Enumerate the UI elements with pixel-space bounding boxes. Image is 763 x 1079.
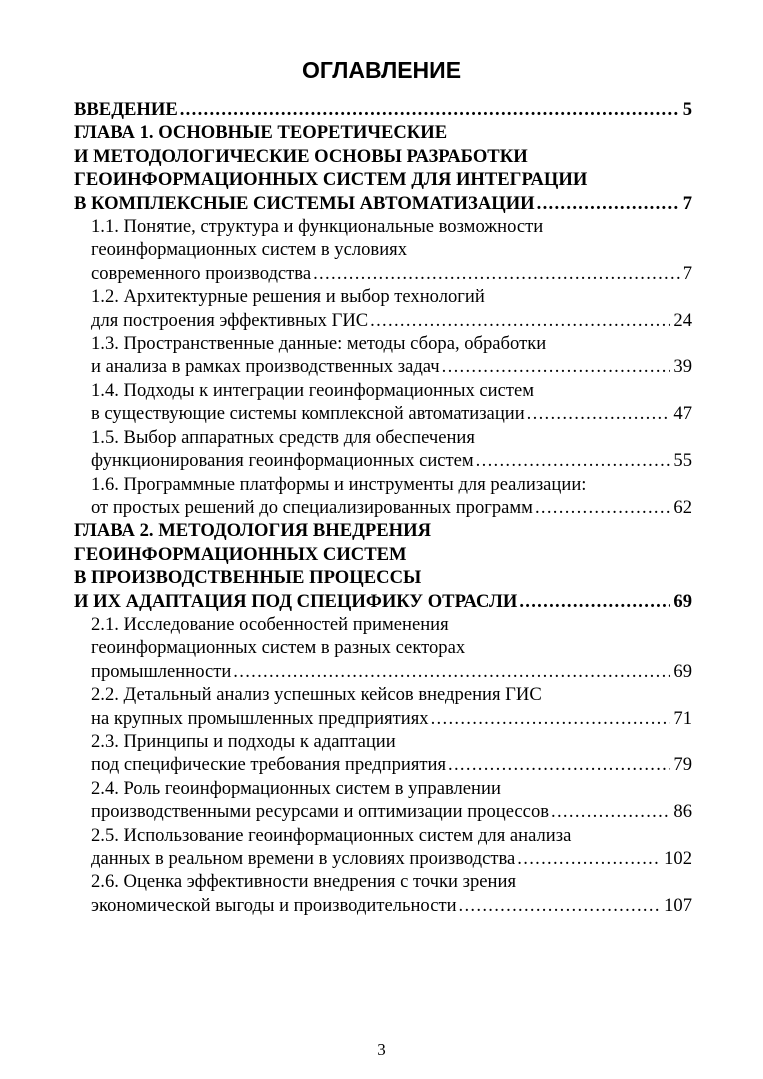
toc-entry-line: ГЕОИНФОРМАЦИОННЫХ СИСТЕМ	[74, 543, 407, 565]
toc-entry-section-1-1[interactable]	[74, 215, 692, 285]
dot-leader	[527, 402, 671, 425]
toc-entry-line	[91, 894, 692, 917]
dot-leader	[180, 98, 680, 121]
toc-entry-section-2-2[interactable]	[74, 683, 692, 730]
toc-entry-line	[91, 753, 692, 776]
toc-page-number: 47	[673, 403, 692, 425]
toc-entry-line	[91, 707, 692, 730]
toc-entry-line: 2.4. Роль геоинформационных систем в управлении	[91, 777, 501, 799]
toc-entry-section-1-3[interactable]	[74, 332, 692, 379]
dot-leader	[442, 355, 671, 378]
toc-page-number: 55	[673, 450, 692, 472]
dot-leader	[448, 753, 670, 776]
dot-leader	[551, 800, 670, 823]
toc-entry-section-1-5[interactable]	[74, 426, 692, 473]
toc-page-number: 5	[682, 99, 692, 120]
toc-entry-line	[91, 355, 692, 378]
toc-page-number: 7	[682, 192, 692, 214]
toc-page-number: 69	[673, 660, 692, 682]
toc-entry-title: от простых решений до специализированных программ	[91, 496, 533, 518]
toc-entry-section-2-4[interactable]	[74, 777, 692, 824]
toc-entry-section-2-1[interactable]	[74, 613, 692, 683]
dot-leader	[431, 707, 671, 730]
dot-leader	[537, 192, 680, 215]
toc-entry-line: 2.5. Использование геоинформационных систем для анализа	[91, 824, 572, 846]
toc-entry-line	[91, 800, 692, 823]
toc-entry-section-2-3[interactable]	[74, 730, 692, 777]
page-title: ОГЛАВЛЕНИЕ	[301, 57, 462, 83]
dot-leader	[370, 309, 670, 332]
toc-entry-line	[91, 402, 692, 425]
toc-entry-line	[91, 309, 692, 332]
toc-entry-title: под специфические требования предприятия	[91, 754, 447, 776]
toc-entry-line	[74, 192, 692, 215]
toc-entry-line: 1.1. Понятие, структура и функциональные возможности	[91, 216, 544, 238]
toc-entry-line: 2.3. Принципы и подходы к адаптации	[91, 730, 396, 752]
toc-entry-chapter-1[interactable]	[74, 121, 692, 215]
dot-leader	[313, 262, 680, 285]
toc-entry-title: И ИХ АДАПТАЦИЯ ПОД СПЕЦИФИКУ ОТРАСЛИ	[74, 590, 518, 612]
dot-leader	[233, 660, 670, 683]
toc-entry-line: 2.6. Оценка эффективности внедрения с точки зрения	[91, 871, 516, 893]
toc-entry-line	[91, 660, 692, 683]
table-of-contents	[74, 98, 692, 917]
toc-entry-line	[91, 449, 692, 472]
toc-page-number: 71	[673, 707, 692, 729]
toc-entry-line: геоинформационных систем в разных секторах	[91, 637, 466, 659]
dot-leader	[459, 894, 662, 917]
toc-entry-section-1-2[interactable]	[74, 285, 692, 332]
toc-entry-line	[91, 262, 692, 285]
toc-entry-title: данных в реальном времени в условиях производства	[91, 848, 516, 869]
toc-entry-line: 2.2. Детальный анализ успешных кейсов внедрения ГИС	[91, 684, 542, 706]
toc-page-number: 24	[673, 309, 692, 331]
footer-page-number: 3	[377, 1040, 386, 1059]
toc-entry-line: ГЛАВА 2. МЕТОДОЛОГИЯ ВНЕДРЕНИЯ	[74, 520, 432, 542]
dot-leader	[519, 590, 670, 613]
toc-entry-section-2-6[interactable]	[74, 870, 692, 917]
toc-entry-line: 2.1. Исследование особенностей применения	[91, 613, 449, 635]
toc-page-number: 39	[673, 356, 692, 378]
toc-entry-line: 1.6. Программные платформы и инструменты для реализации:	[91, 473, 587, 495]
toc-entry-title: производственными ресурсами и оптимизации процессов	[91, 801, 550, 823]
toc-entry-line: И МЕТОДОЛОГИЧЕСКИЕ ОСНОВЫ РАЗРАБОТКИ	[74, 145, 528, 167]
toc-entry-line: геоинформационных систем в условиях	[91, 239, 408, 261]
dot-leader	[517, 847, 661, 870]
toc-entry-title: для построения эффективных ГИС	[91, 309, 369, 331]
toc-page-number: 107	[664, 894, 692, 916]
toc-page-number: 69	[673, 590, 692, 612]
toc-entry-line	[91, 496, 692, 519]
toc-page-number: 102	[664, 848, 692, 869]
toc-page-number: 86	[673, 801, 692, 823]
toc-entry-line: 1.2. Архитектурные решения и выбор технологий	[91, 286, 485, 308]
toc-entry-title: ВВЕДЕНИЕ	[74, 99, 178, 120]
toc-entry-line: 1.4. Подходы к интеграции геоинформационных систем	[91, 379, 534, 401]
toc-entry-section-2-5[interactable]	[74, 824, 692, 871]
toc-entry-introduction[interactable]	[74, 98, 692, 121]
toc-entry-chapter-2[interactable]	[74, 519, 692, 613]
toc-entry-title: современного производства	[91, 262, 312, 284]
toc-entry-line	[91, 847, 692, 870]
toc-entry-title: и анализа в рамках производственных задач	[91, 356, 440, 378]
toc-entry-title: функционирования геоинформационных систем	[91, 450, 474, 472]
toc-entry-line: 1.3. Пространственные данные: методы сбора, обработки	[91, 333, 547, 355]
toc-entry-line: ГЛАВА 1. ОСНОВНЫЕ ТЕОРЕТИЧЕСКИЕ	[74, 122, 448, 144]
toc-entry-title: на крупных промышленных предприятиях	[91, 707, 429, 729]
toc-entry-title: промышленности	[91, 660, 232, 682]
dot-leader	[535, 496, 670, 519]
toc-entry-title: В КОМПЛЕКСНЫЕ СИСТЕМЫ АВТОМАТИЗАЦИИ	[74, 192, 535, 214]
toc-entry-line	[74, 98, 692, 121]
toc-page-number: 62	[673, 496, 692, 518]
toc-entry-section-1-6[interactable]	[74, 473, 692, 520]
toc-entry-title: в существующие системы комплексной автоматизации	[91, 403, 525, 425]
toc-entry-line: ГЕОИНФОРМАЦИОННЫХ СИСТЕМ ДЛЯ ИНТЕГРАЦИИ	[74, 169, 588, 191]
toc-page-number: 7	[682, 262, 692, 284]
toc-entry-title: экономической выгоды и производительности	[91, 894, 457, 916]
dot-leader	[476, 449, 671, 472]
toc-entry-line: В ПРОИЗВОДСТВЕННЫЕ ПРОЦЕССЫ	[74, 567, 422, 589]
toc-page-number: 79	[673, 754, 692, 776]
toc-entry-section-1-4[interactable]	[74, 379, 692, 426]
toc-entry-line	[74, 590, 692, 613]
toc-entry-line: 1.5. Выбор аппаратных средств для обеспечения	[91, 426, 475, 448]
